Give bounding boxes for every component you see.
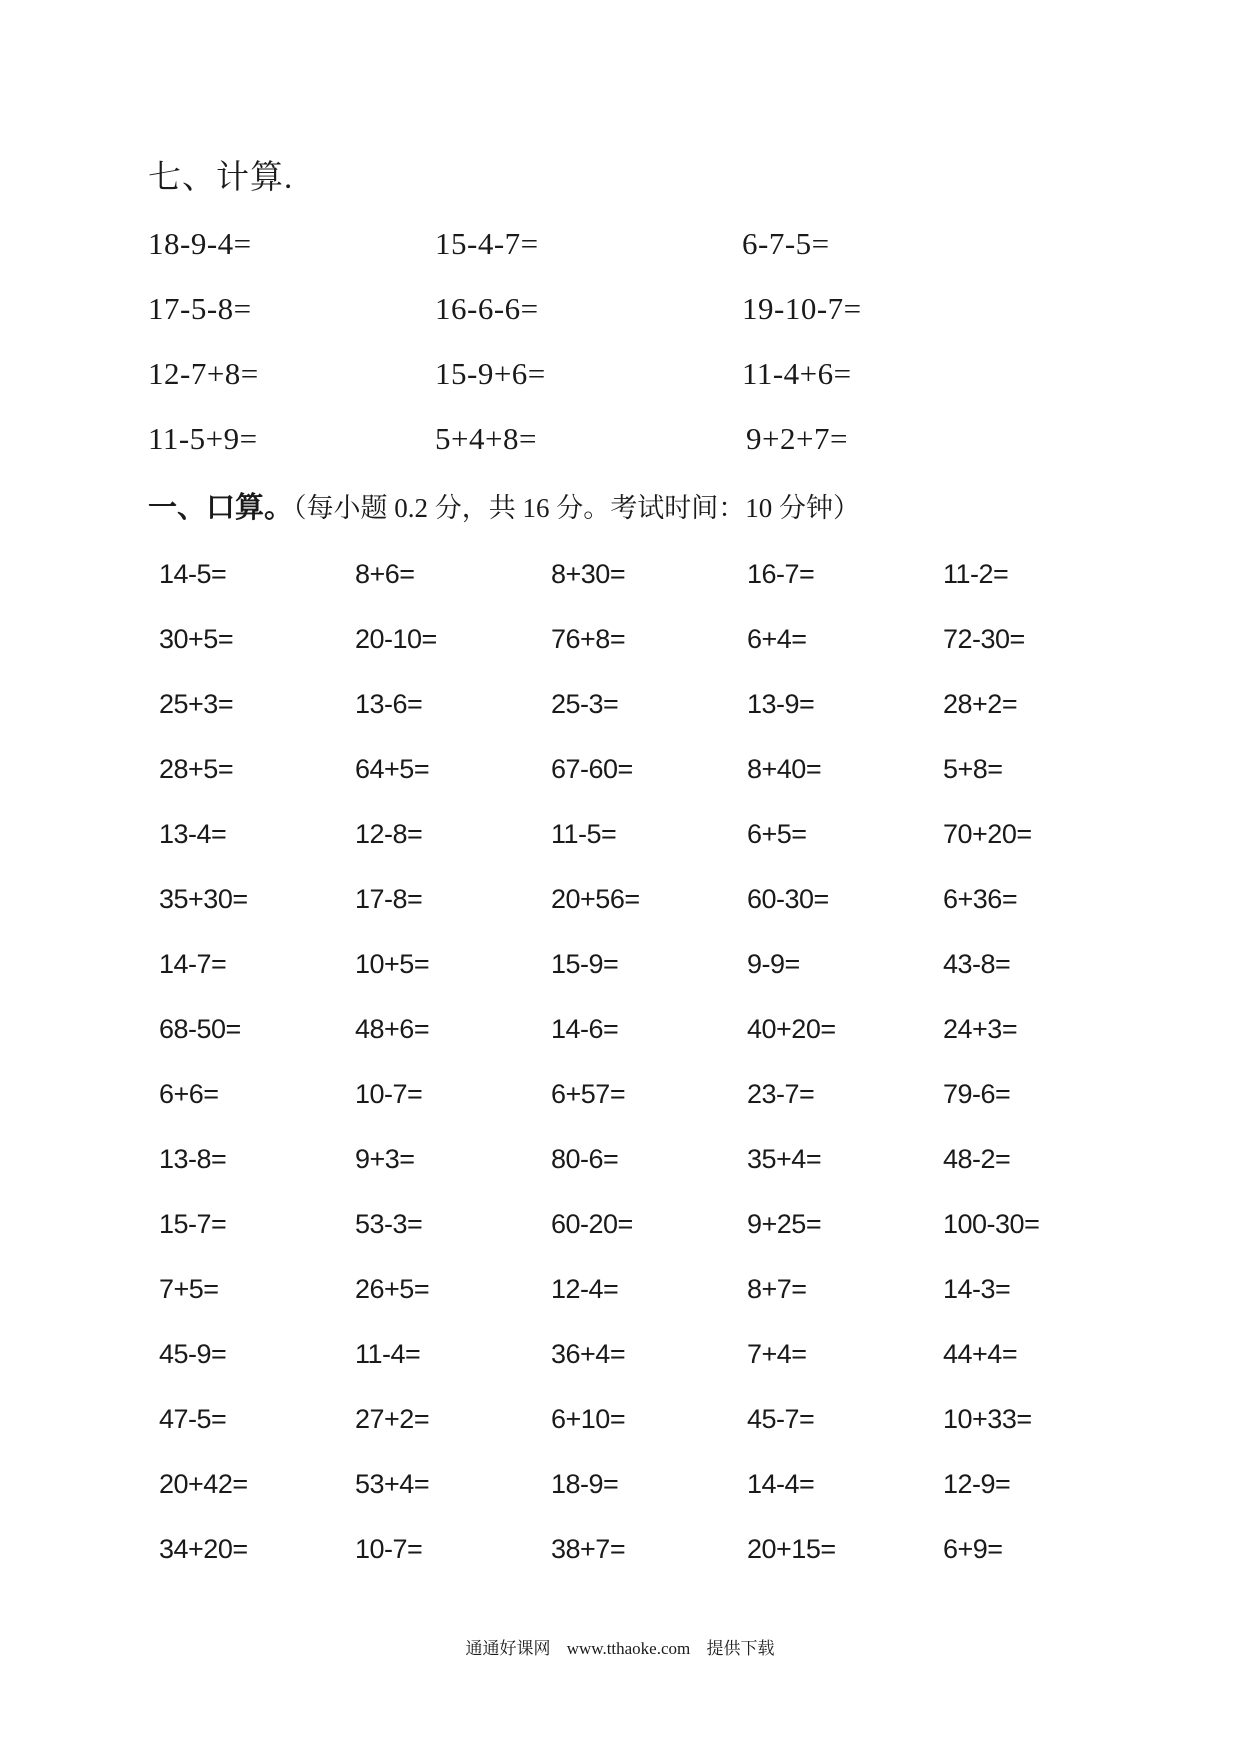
problem: 27+2= [355, 1404, 430, 1434]
problem: 25-3= [551, 689, 619, 719]
problem: 14-6= [551, 1014, 619, 1044]
problem: 28+2= [943, 689, 1018, 719]
problem: 8+40= [747, 754, 822, 784]
problem: 5+8= [943, 754, 1003, 784]
problem: 17-5-8= [148, 291, 252, 326]
problem: 11-2= [943, 559, 1009, 589]
problem: 15-7= [159, 1209, 227, 1239]
problem: 36+4= [551, 1339, 626, 1369]
section-7-problems [148, 224, 1048, 484]
problem: 60-20= [551, 1209, 633, 1239]
problem: 25+3= [159, 689, 234, 719]
problem: 8+30= [551, 559, 626, 589]
problem: 20+15= [747, 1534, 836, 1564]
problem: 6+9= [943, 1534, 1003, 1564]
problem: 48-2= [943, 1144, 1011, 1174]
problem: 9+2+7= [746, 421, 848, 456]
problem: 15-4-7= [435, 226, 539, 261]
problem: 23-7= [747, 1079, 815, 1109]
problem: 7+4= [747, 1339, 807, 1369]
problem: 45-9= [159, 1339, 227, 1369]
problem: 13-4= [159, 819, 227, 849]
problem: 8+7= [747, 1274, 807, 1304]
problem: 8+6= [355, 559, 415, 589]
problem: 13-9= [747, 689, 815, 719]
problem: 12-4= [551, 1274, 619, 1304]
problem-row [159, 1271, 1159, 1336]
problem: 15-9+6= [435, 356, 546, 391]
problem: 16-7= [747, 559, 815, 589]
problem: 20+56= [551, 884, 640, 914]
problem-row [159, 1336, 1159, 1401]
problem: 48+6= [355, 1014, 430, 1044]
problem: 53+4= [355, 1469, 430, 1499]
problem: 20-10= [355, 624, 437, 654]
section-7-heading: 七、计算. [148, 160, 294, 196]
problem-row [159, 1141, 1159, 1206]
problem: 11-5= [551, 819, 617, 849]
problem-row [148, 224, 1048, 289]
problem: 18-9-4= [148, 226, 252, 261]
problem: 10-7= [355, 1534, 423, 1564]
problem: 68-50= [159, 1014, 241, 1044]
problem: 6+4= [747, 624, 807, 654]
problem: 12-9= [943, 1469, 1011, 1499]
problem: 53-3= [355, 1209, 423, 1239]
problem-row [159, 686, 1159, 751]
problem-row [159, 1206, 1159, 1271]
problem: 18-9= [551, 1469, 619, 1499]
problem: 17-8= [355, 884, 423, 914]
problem: 24+3= [943, 1014, 1018, 1044]
problem: 14-7= [159, 949, 227, 979]
problem: 79-6= [943, 1079, 1011, 1109]
problem-row [159, 751, 1159, 816]
problem: 6+6= [159, 1079, 219, 1109]
problem: 34+20= [159, 1534, 248, 1564]
problem: 5+4+8= [435, 421, 537, 456]
problem: 13-8= [159, 1144, 227, 1174]
problem: 6+10= [551, 1404, 626, 1434]
problem: 19-10-7= [742, 291, 862, 326]
problem: 35+4= [747, 1144, 822, 1174]
problem: 14-3= [943, 1274, 1011, 1304]
footer-note: 提供下载 [706, 1639, 775, 1658]
problem-row [159, 816, 1159, 881]
problem: 26+5= [355, 1274, 430, 1304]
page-footer [0, 1637, 1240, 1661]
problem: 47-5= [159, 1404, 227, 1434]
problem: 11-4= [355, 1339, 421, 1369]
problem: 70+20= [943, 819, 1032, 849]
problem-row [159, 556, 1159, 621]
problem: 6+36= [943, 884, 1018, 914]
problem-row [159, 1401, 1159, 1466]
problem-row [159, 1466, 1159, 1531]
problem: 43-8= [943, 949, 1011, 979]
problem: 9+25= [747, 1209, 822, 1239]
problem: 12-7+8= [148, 356, 259, 391]
problem-row [148, 354, 1048, 419]
problem: 14-5= [159, 559, 227, 589]
problem-row [159, 1076, 1159, 1141]
problem-row [159, 946, 1159, 1011]
problem: 6-7-5= [742, 226, 830, 261]
section-1-problems [159, 556, 1159, 1596]
problem: 10+5= [355, 949, 430, 979]
problem: 9-9= [747, 949, 800, 979]
problem-row [148, 419, 1048, 484]
problem: 6+57= [551, 1079, 626, 1109]
problem: 35+30= [159, 884, 248, 914]
problem: 11-4+6= [742, 356, 852, 391]
problem: 10+33= [943, 1404, 1032, 1434]
problem: 12-8= [355, 819, 423, 849]
problem: 30+5= [159, 624, 234, 654]
problem: 80-6= [551, 1144, 619, 1174]
problem: 7+5= [159, 1274, 219, 1304]
problem-row [159, 1011, 1159, 1076]
footer-url: www.tthaoke.com [566, 1639, 691, 1658]
problem: 9+3= [355, 1144, 415, 1174]
footer-site-name: 通通好课网 [465, 1639, 551, 1658]
section-1-instructions: （每小题 0.2 分，共 16 分。考试时间：10 分钟） [293, 493, 861, 523]
problem: 10-7= [355, 1079, 423, 1109]
problem: 13-6= [355, 689, 423, 719]
problem: 14-4= [747, 1469, 815, 1499]
problem: 11-5+9= [148, 421, 258, 456]
problem: 100-30= [943, 1209, 1040, 1239]
problem: 64+5= [355, 754, 430, 784]
problem: 67-60= [551, 754, 633, 784]
section-1-heading [148, 488, 860, 528]
problem-row [159, 621, 1159, 686]
problem: 20+42= [159, 1469, 248, 1499]
problem-row [159, 1531, 1159, 1596]
problem: 76+8= [551, 624, 626, 654]
problem: 45-7= [747, 1404, 815, 1434]
problem: 28+5= [159, 754, 234, 784]
problem: 16-6-6= [435, 291, 539, 326]
problem-row [148, 289, 1048, 354]
section-1-title: 一、口算。 [148, 492, 294, 524]
problem: 6+5= [747, 819, 807, 849]
problem: 44+4= [943, 1339, 1018, 1369]
problem-row [159, 881, 1159, 946]
problem: 15-9= [551, 949, 619, 979]
problem: 40+20= [747, 1014, 836, 1044]
problem: 38+7= [551, 1534, 626, 1564]
problem: 72-30= [943, 624, 1025, 654]
problem: 60-30= [747, 884, 829, 914]
